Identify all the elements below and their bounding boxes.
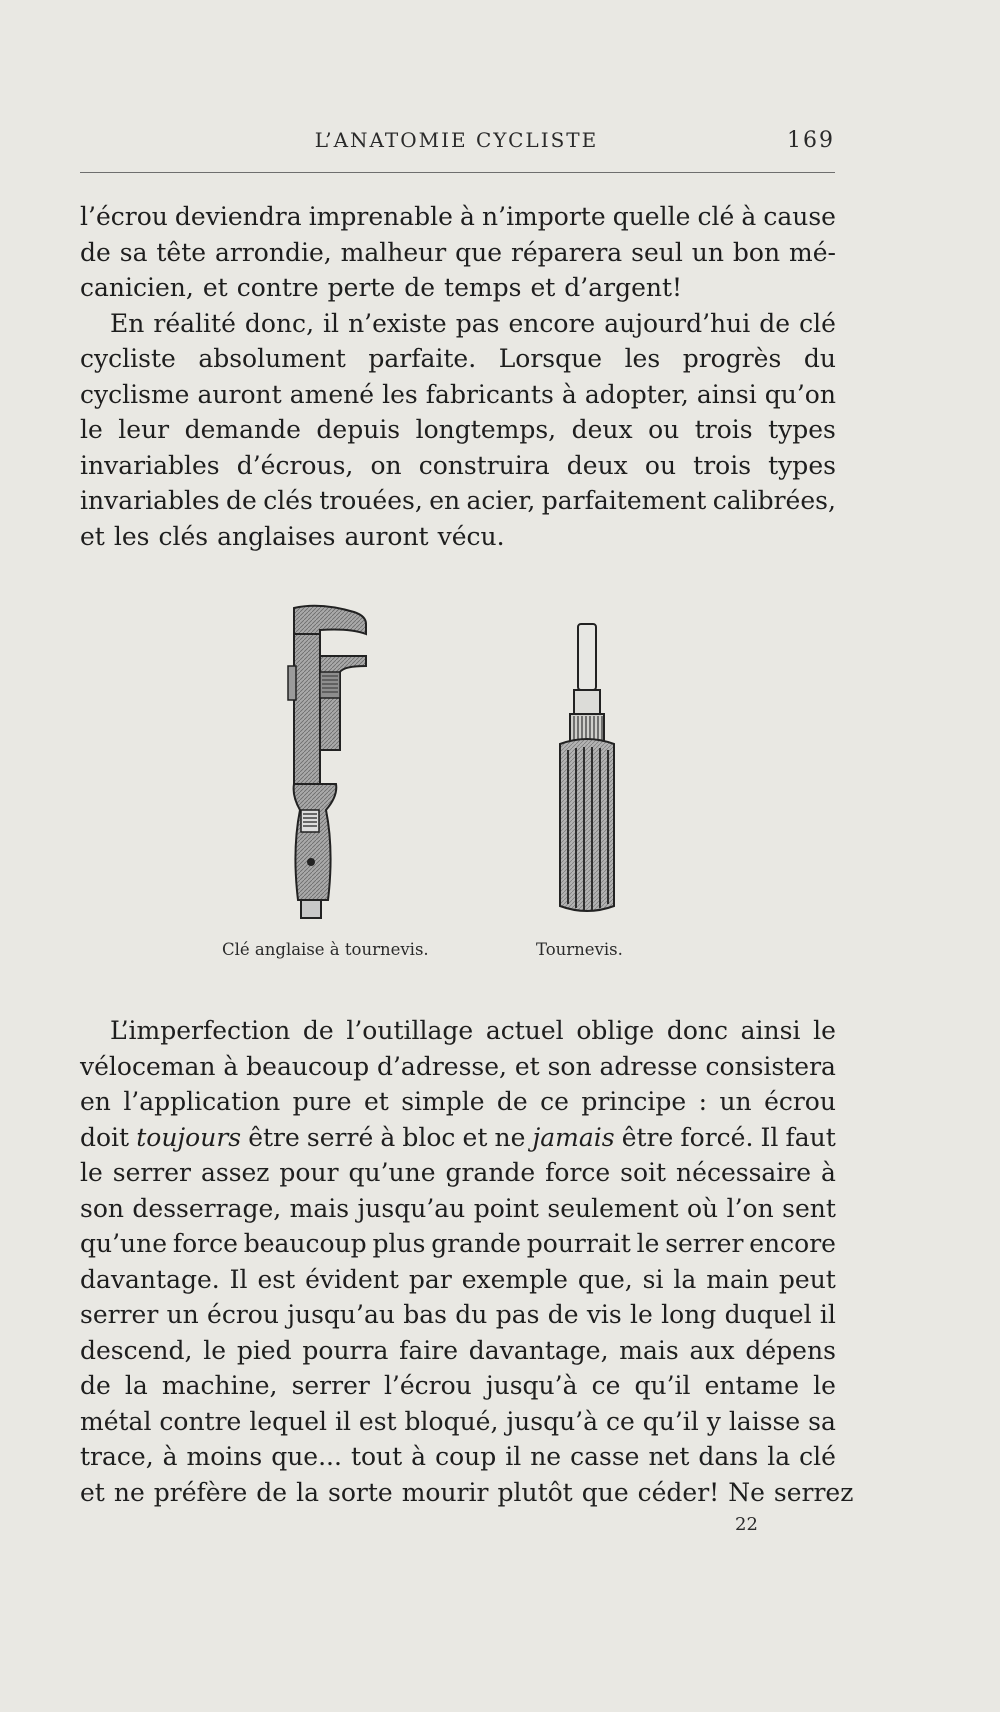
word: dans [698, 1442, 759, 1471]
word: et [462, 1122, 488, 1152]
word: bloc [402, 1122, 456, 1152]
word: types [768, 450, 836, 480]
word: n’existe [348, 308, 447, 338]
word: Il [229, 1264, 248, 1294]
word: faire [399, 1335, 459, 1365]
word: acier, [466, 486, 536, 515]
word: beaucoup [246, 1051, 370, 1081]
word: principe [581, 1087, 687, 1116]
word: le [203, 1335, 227, 1365]
word: longtemps, [415, 415, 557, 444]
text-line [80, 1297, 836, 1333]
word: encore [508, 308, 596, 338]
word: machine, [161, 1371, 278, 1400]
text-line [80, 483, 836, 519]
word: et [514, 1051, 540, 1081]
word: beaucoup [243, 1229, 367, 1258]
word: plutôt [497, 1477, 573, 1507]
word: ne [494, 1122, 526, 1152]
word: fabricants [425, 379, 554, 409]
word: Ne [728, 1477, 765, 1507]
word: En [110, 308, 145, 338]
word: pure [292, 1087, 352, 1116]
word: vis [586, 1300, 622, 1329]
figure-caption-wrench: Clé anglaise à tournevis. [222, 940, 429, 959]
word: exemple [461, 1264, 568, 1294]
word: réalité [153, 308, 236, 338]
word: clés [158, 521, 209, 551]
text-line [80, 412, 836, 448]
word: le [630, 1300, 653, 1329]
word: qu’une [348, 1158, 436, 1187]
word: calibrées, [712, 486, 836, 515]
word: donc [666, 1016, 728, 1045]
word: l’on [726, 1193, 774, 1223]
word: à [561, 379, 577, 409]
word: invariables [80, 486, 220, 515]
word: cyclisme [80, 379, 190, 409]
word: cycliste [80, 344, 176, 373]
word: les [113, 521, 150, 551]
word: seul [631, 237, 683, 267]
word: clés [263, 486, 313, 515]
text-line [80, 1084, 836, 1120]
word: bas [403, 1300, 448, 1329]
word: contre [236, 273, 319, 302]
word: jusqu’au [287, 1300, 395, 1329]
word: clé [799, 1442, 836, 1471]
word: Il [760, 1122, 779, 1152]
word: les [624, 344, 661, 373]
word: adresse [599, 1051, 698, 1081]
word: demande [184, 415, 301, 444]
word: mais [289, 1193, 350, 1223]
word: l’écrou [383, 1371, 472, 1400]
word: temps [444, 273, 522, 302]
word: être [621, 1122, 674, 1152]
word: un [166, 1300, 199, 1329]
word: que... [271, 1442, 342, 1471]
word: sa [119, 237, 148, 267]
word: le [813, 1371, 836, 1400]
word: jamais [532, 1122, 615, 1152]
page-number: 169 [787, 128, 835, 153]
word: lequel [249, 1406, 327, 1436]
word: contre [159, 1406, 242, 1436]
text-line [80, 1191, 836, 1227]
word: doit [80, 1122, 130, 1152]
word: coup [435, 1442, 497, 1471]
word: la [673, 1264, 697, 1294]
word: et [80, 521, 105, 551]
word: invariables [80, 450, 220, 480]
word: duquel [724, 1300, 812, 1329]
word: jusqu’à [485, 1371, 578, 1400]
word: leur [118, 415, 170, 444]
word: toujours [136, 1122, 242, 1152]
word: mourir [401, 1477, 489, 1507]
word: parfaitement [541, 486, 707, 515]
word: sent [782, 1193, 836, 1223]
word: bon [732, 237, 781, 267]
word: le [80, 415, 103, 444]
word: ce [591, 1371, 621, 1400]
word: ne [113, 1477, 145, 1507]
word: il [323, 308, 340, 338]
word: et [202, 273, 228, 302]
word: : [698, 1087, 708, 1116]
word: serrez [773, 1477, 854, 1507]
word: oblige [576, 1016, 655, 1045]
word: ainsi [696, 379, 757, 409]
word: de [80, 237, 111, 267]
word: évident [305, 1264, 399, 1294]
word: grande [445, 1158, 536, 1187]
word: assez [200, 1158, 270, 1187]
word: de [256, 1477, 288, 1507]
text-block-bottom [80, 1013, 854, 1510]
word: davantage, [468, 1335, 609, 1365]
word: mé- [788, 237, 836, 267]
word: du [455, 1300, 488, 1329]
word: simple [401, 1087, 485, 1116]
word: mais [619, 1335, 679, 1365]
word: trouées, [319, 486, 423, 515]
word: clé [799, 308, 836, 338]
word: tête [156, 237, 207, 267]
word: encore [749, 1229, 836, 1258]
word: net [648, 1442, 690, 1471]
word: que [455, 237, 503, 267]
word: force [545, 1158, 611, 1187]
word: grande [431, 1229, 521, 1258]
word: auront [344, 521, 429, 551]
word: tout [350, 1442, 403, 1471]
paragraph [80, 1013, 854, 1510]
word: à [162, 1442, 178, 1471]
word: le [813, 1016, 836, 1045]
word: à [460, 202, 475, 231]
figure-caption-screwdriver: Tournevis. [536, 940, 623, 959]
word: y [706, 1406, 721, 1436]
text-line [80, 1439, 836, 1475]
word: types [768, 415, 836, 444]
screwdriver-icon [552, 620, 622, 925]
text-line [80, 270, 836, 306]
word: et [363, 1087, 389, 1116]
text-line [80, 1262, 836, 1298]
word: casse [570, 1442, 640, 1471]
word: il [334, 1406, 351, 1436]
text-line [80, 1226, 836, 1262]
word: un [719, 1087, 752, 1116]
word: à [741, 202, 757, 231]
wrench-screwdriver-icon [280, 600, 410, 925]
word: ne [530, 1442, 562, 1471]
text-line [80, 1049, 836, 1085]
word: canicien, [80, 273, 194, 302]
word: de [759, 308, 791, 338]
word: bloqué, [404, 1406, 499, 1436]
word: et [530, 273, 556, 302]
word: nécessaire [676, 1158, 812, 1187]
text-block-top [80, 199, 836, 554]
word: la [767, 1442, 791, 1471]
word: jusqu’au [357, 1193, 466, 1223]
word: la [296, 1477, 320, 1507]
word: forcé. [680, 1122, 754, 1152]
word: ce [605, 1406, 635, 1436]
word: qu’une [80, 1229, 168, 1258]
word: du [803, 344, 836, 373]
word: serrer [291, 1371, 370, 1400]
word: deux [571, 415, 633, 444]
word: seulement [547, 1193, 679, 1223]
word: que [581, 1477, 629, 1507]
word: où [686, 1193, 719, 1223]
paragraph [80, 306, 836, 555]
word: préfère [153, 1477, 248, 1507]
word: perte [327, 273, 396, 302]
text-line [80, 306, 836, 342]
word: trois [694, 415, 753, 444]
word: la [124, 1371, 148, 1400]
word: davantage. [80, 1264, 220, 1294]
word: si [642, 1264, 664, 1294]
word: trois [693, 450, 752, 480]
word: le [636, 1229, 660, 1258]
word: pourrait [526, 1229, 631, 1258]
word: en [80, 1087, 111, 1116]
word: ou [648, 415, 680, 444]
word: d’adresse, [376, 1051, 507, 1081]
word: est [358, 1406, 397, 1436]
word: pas [495, 1300, 540, 1329]
word: actuel [485, 1016, 564, 1045]
word: être [248, 1122, 300, 1152]
figures [0, 600, 1000, 970]
word: moins [186, 1442, 263, 1471]
word: écrou [764, 1087, 836, 1116]
word: à [411, 1442, 427, 1471]
word: réparera [510, 237, 623, 267]
text-line [80, 199, 836, 235]
word: serrer [80, 1300, 159, 1329]
word: amené [289, 379, 375, 409]
word: l’application [123, 1087, 281, 1116]
word: plus [372, 1229, 426, 1258]
word: vécu. [437, 521, 505, 551]
word: l’outillage [346, 1016, 474, 1045]
word: quelle [612, 202, 691, 231]
text-line [80, 1013, 836, 1049]
word: anglaises [217, 521, 336, 551]
word: entame [704, 1371, 799, 1400]
word: d’argent! [564, 273, 683, 302]
text-line [80, 377, 836, 413]
word: sorte [328, 1477, 393, 1507]
word: L’imperfection [110, 1016, 291, 1045]
word: sa [808, 1406, 836, 1436]
word: parfaite. [368, 344, 477, 373]
word: il [819, 1300, 836, 1329]
word: d’écrous, [236, 450, 354, 480]
text-line [80, 519, 836, 555]
word: écrou [207, 1300, 279, 1329]
text-line [80, 235, 836, 271]
word: imprenable [308, 202, 453, 231]
word: descend, [80, 1335, 193, 1365]
word: peut [778, 1264, 836, 1294]
word: son [80, 1193, 124, 1223]
word: auront [197, 379, 282, 409]
word: serré [306, 1122, 374, 1152]
word: de [302, 1016, 334, 1045]
text-line [80, 1404, 836, 1440]
word: un [691, 237, 724, 267]
text-line [80, 1475, 854, 1511]
word: construira [418, 450, 550, 480]
word: consistera [705, 1051, 836, 1081]
word: ou [644, 450, 677, 480]
word: véloceman [80, 1051, 216, 1081]
text-line [80, 341, 836, 377]
word: Lorsque [498, 344, 603, 373]
word: céder! [637, 1477, 720, 1507]
word: de [80, 1371, 111, 1400]
word: et [80, 1477, 105, 1507]
text-line [80, 1120, 836, 1156]
word: absolument [198, 344, 346, 373]
word: pied [236, 1335, 292, 1365]
word: malheur [340, 237, 447, 267]
word: pas [455, 308, 500, 338]
word: main [706, 1264, 769, 1294]
word: ainsi [740, 1016, 801, 1045]
word: point [473, 1193, 539, 1223]
word: ce [540, 1087, 569, 1116]
word: soit [620, 1158, 667, 1187]
word: trace, [80, 1442, 154, 1471]
word: pour [279, 1158, 339, 1187]
word: force [172, 1229, 238, 1258]
word: qu’on [764, 379, 836, 409]
word: n’importe [482, 202, 606, 231]
paragraph [80, 199, 836, 306]
signature-mark: 22 [735, 1514, 758, 1535]
text-line [80, 448, 836, 484]
word: le [80, 1158, 103, 1187]
word: de [404, 273, 436, 302]
text-line [80, 1333, 836, 1369]
word: donc, [244, 308, 315, 338]
word: laisse [728, 1406, 801, 1436]
word: deux [566, 450, 628, 480]
word: deviendra [174, 202, 302, 231]
word: son [547, 1051, 592, 1081]
word: on [370, 450, 402, 480]
word: aujourd’hui [604, 308, 751, 338]
header-rule [80, 172, 835, 173]
word: est [257, 1264, 296, 1294]
word: qu’il [634, 1371, 691, 1400]
word: de [496, 1087, 528, 1116]
word: à [223, 1051, 239, 1081]
word: progrès [682, 344, 782, 373]
word: l’écrou [80, 202, 168, 231]
word: dépens [745, 1335, 836, 1365]
word: de [226, 486, 257, 515]
word: desserrage, [132, 1193, 282, 1223]
running-title: L’ANATOMIE CYCLISTE [314, 128, 599, 152]
word: faut [785, 1122, 836, 1152]
word: que, [577, 1264, 633, 1294]
word: clé [697, 202, 735, 231]
word: aux [689, 1335, 735, 1365]
word: à [380, 1122, 396, 1152]
word: depuis [316, 415, 401, 444]
word: serrer [112, 1158, 192, 1187]
word: les [382, 379, 418, 409]
word: de [547, 1300, 579, 1329]
word: en [429, 486, 461, 515]
text-line [80, 1368, 836, 1404]
running-head [78, 128, 835, 162]
word: à [820, 1158, 836, 1187]
word: pourra [302, 1335, 389, 1365]
word: serrer [665, 1229, 744, 1258]
word: il [505, 1442, 522, 1471]
word: jusqu’à [506, 1406, 599, 1436]
word: qu’il [642, 1406, 699, 1436]
word: long [661, 1300, 717, 1329]
word: par [408, 1264, 452, 1294]
word: arrondie, [215, 237, 332, 267]
word: adopter, [584, 379, 689, 409]
word: métal [80, 1406, 152, 1436]
text-line [80, 1155, 836, 1191]
word: cause [763, 202, 836, 231]
